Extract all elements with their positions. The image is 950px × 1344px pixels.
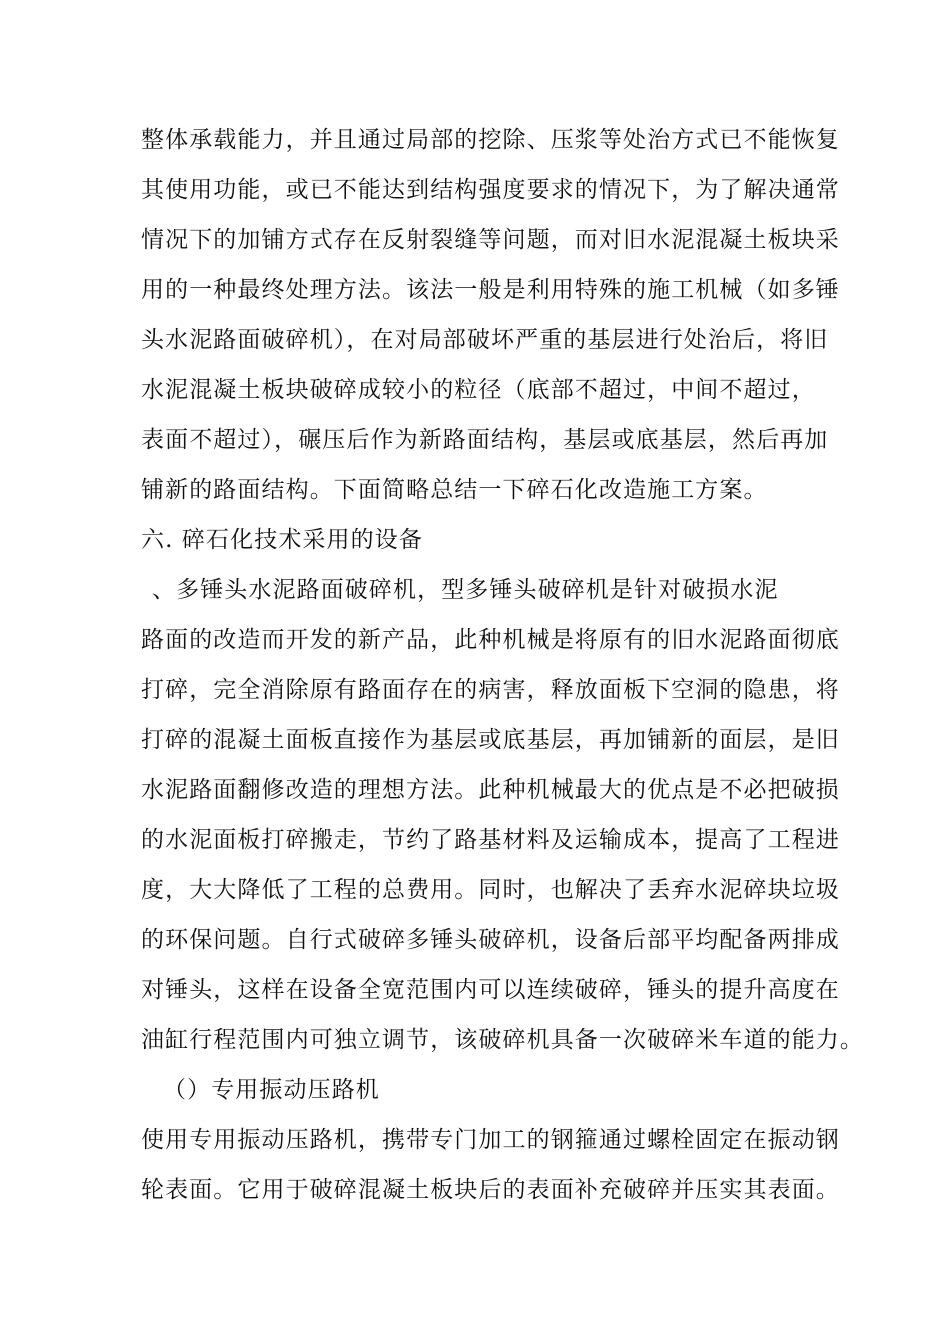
paragraph-line: 整体承载能力，并且通过局部的挖除、压浆等处治方式已不能恢复 xyxy=(141,127,840,153)
paragraph-line: 对锤头，这样在设备全宽范围内可以连续破碎，锤头的提升高度在 xyxy=(141,977,840,1003)
paragraph-line: 其使用功能，或已不能达到结构强度要求的情况下，为了解决通常 xyxy=(141,177,840,203)
paragraph-line: 使用专用振动压路机，携带专门加工的钢箍通过螺栓固定在振动钢 xyxy=(141,1127,840,1153)
paragraph-line: 的水泥面板打碎搬走，节约了路基材料及运输成本，提高了工程进 xyxy=(141,827,840,853)
paragraph-line: 打碎，完全消除原有路面存在的病害，释放面板下空洞的隐患，将 xyxy=(141,677,840,703)
paragraph-line: 轮表面。它用于破碎混凝土板块后的表面补充破碎并压实其表面。 xyxy=(141,1177,840,1203)
paragraph-line: 度，大大降低了工程的总费用。同时，也解决了丢弃水泥碎块垃圾 xyxy=(141,877,840,903)
paragraph-line: 情况下的加铺方式存在反射裂缝等问题，而对旧水泥混凝土板块采 xyxy=(141,227,840,253)
paragraph-line: 打碎的混凝土面板直接作为基层或底基层，再加铺新的面层，是旧 xyxy=(141,727,840,753)
paragraph-line: 表面不超过），碾压后作为新路面结构，基层或底基层，然后再加 xyxy=(141,427,829,453)
paragraph-line: 水泥路面翻修改造的理想方法。此种机械最大的优点是不必把破损 xyxy=(141,777,840,803)
paragraph-line: 头水泥路面破碎机），在对局部破坏严重的基层进行处治后，将旧 xyxy=(141,327,829,353)
paragraph-line: 水泥混凝土板块破碎成较小的粒径（底部不超过，中间不超过， xyxy=(141,377,816,403)
subsection-heading: （）专用振动压路机 xyxy=(163,1077,380,1103)
paragraph-line: 用的一种最终处理方法。该法一般是利用特殊的施工机械（如多锤 xyxy=(141,277,840,303)
section-heading: 六. 碎石化技术采用的设备 xyxy=(141,527,423,553)
paragraph-line: 油缸行程范围内可独立调节，该破碎机具备一次破碎米车道的能力。 xyxy=(141,1027,864,1053)
paragraph-line: 、多锤头水泥路面破碎机，型多锤头破碎机是针对破损水泥 xyxy=(152,577,779,603)
paragraph-line: 路面的改造而开发的新产品，此种机械是将原有的旧水泥路面彻底 xyxy=(141,627,840,653)
paragraph-line: 铺新的路面结构。下面简略总结一下碎石化改造施工方案。 xyxy=(141,477,768,503)
paragraph-line: 的环保问题。自行式破碎多锤头破碎机，设备后部平均配备两排成 xyxy=(141,927,840,953)
